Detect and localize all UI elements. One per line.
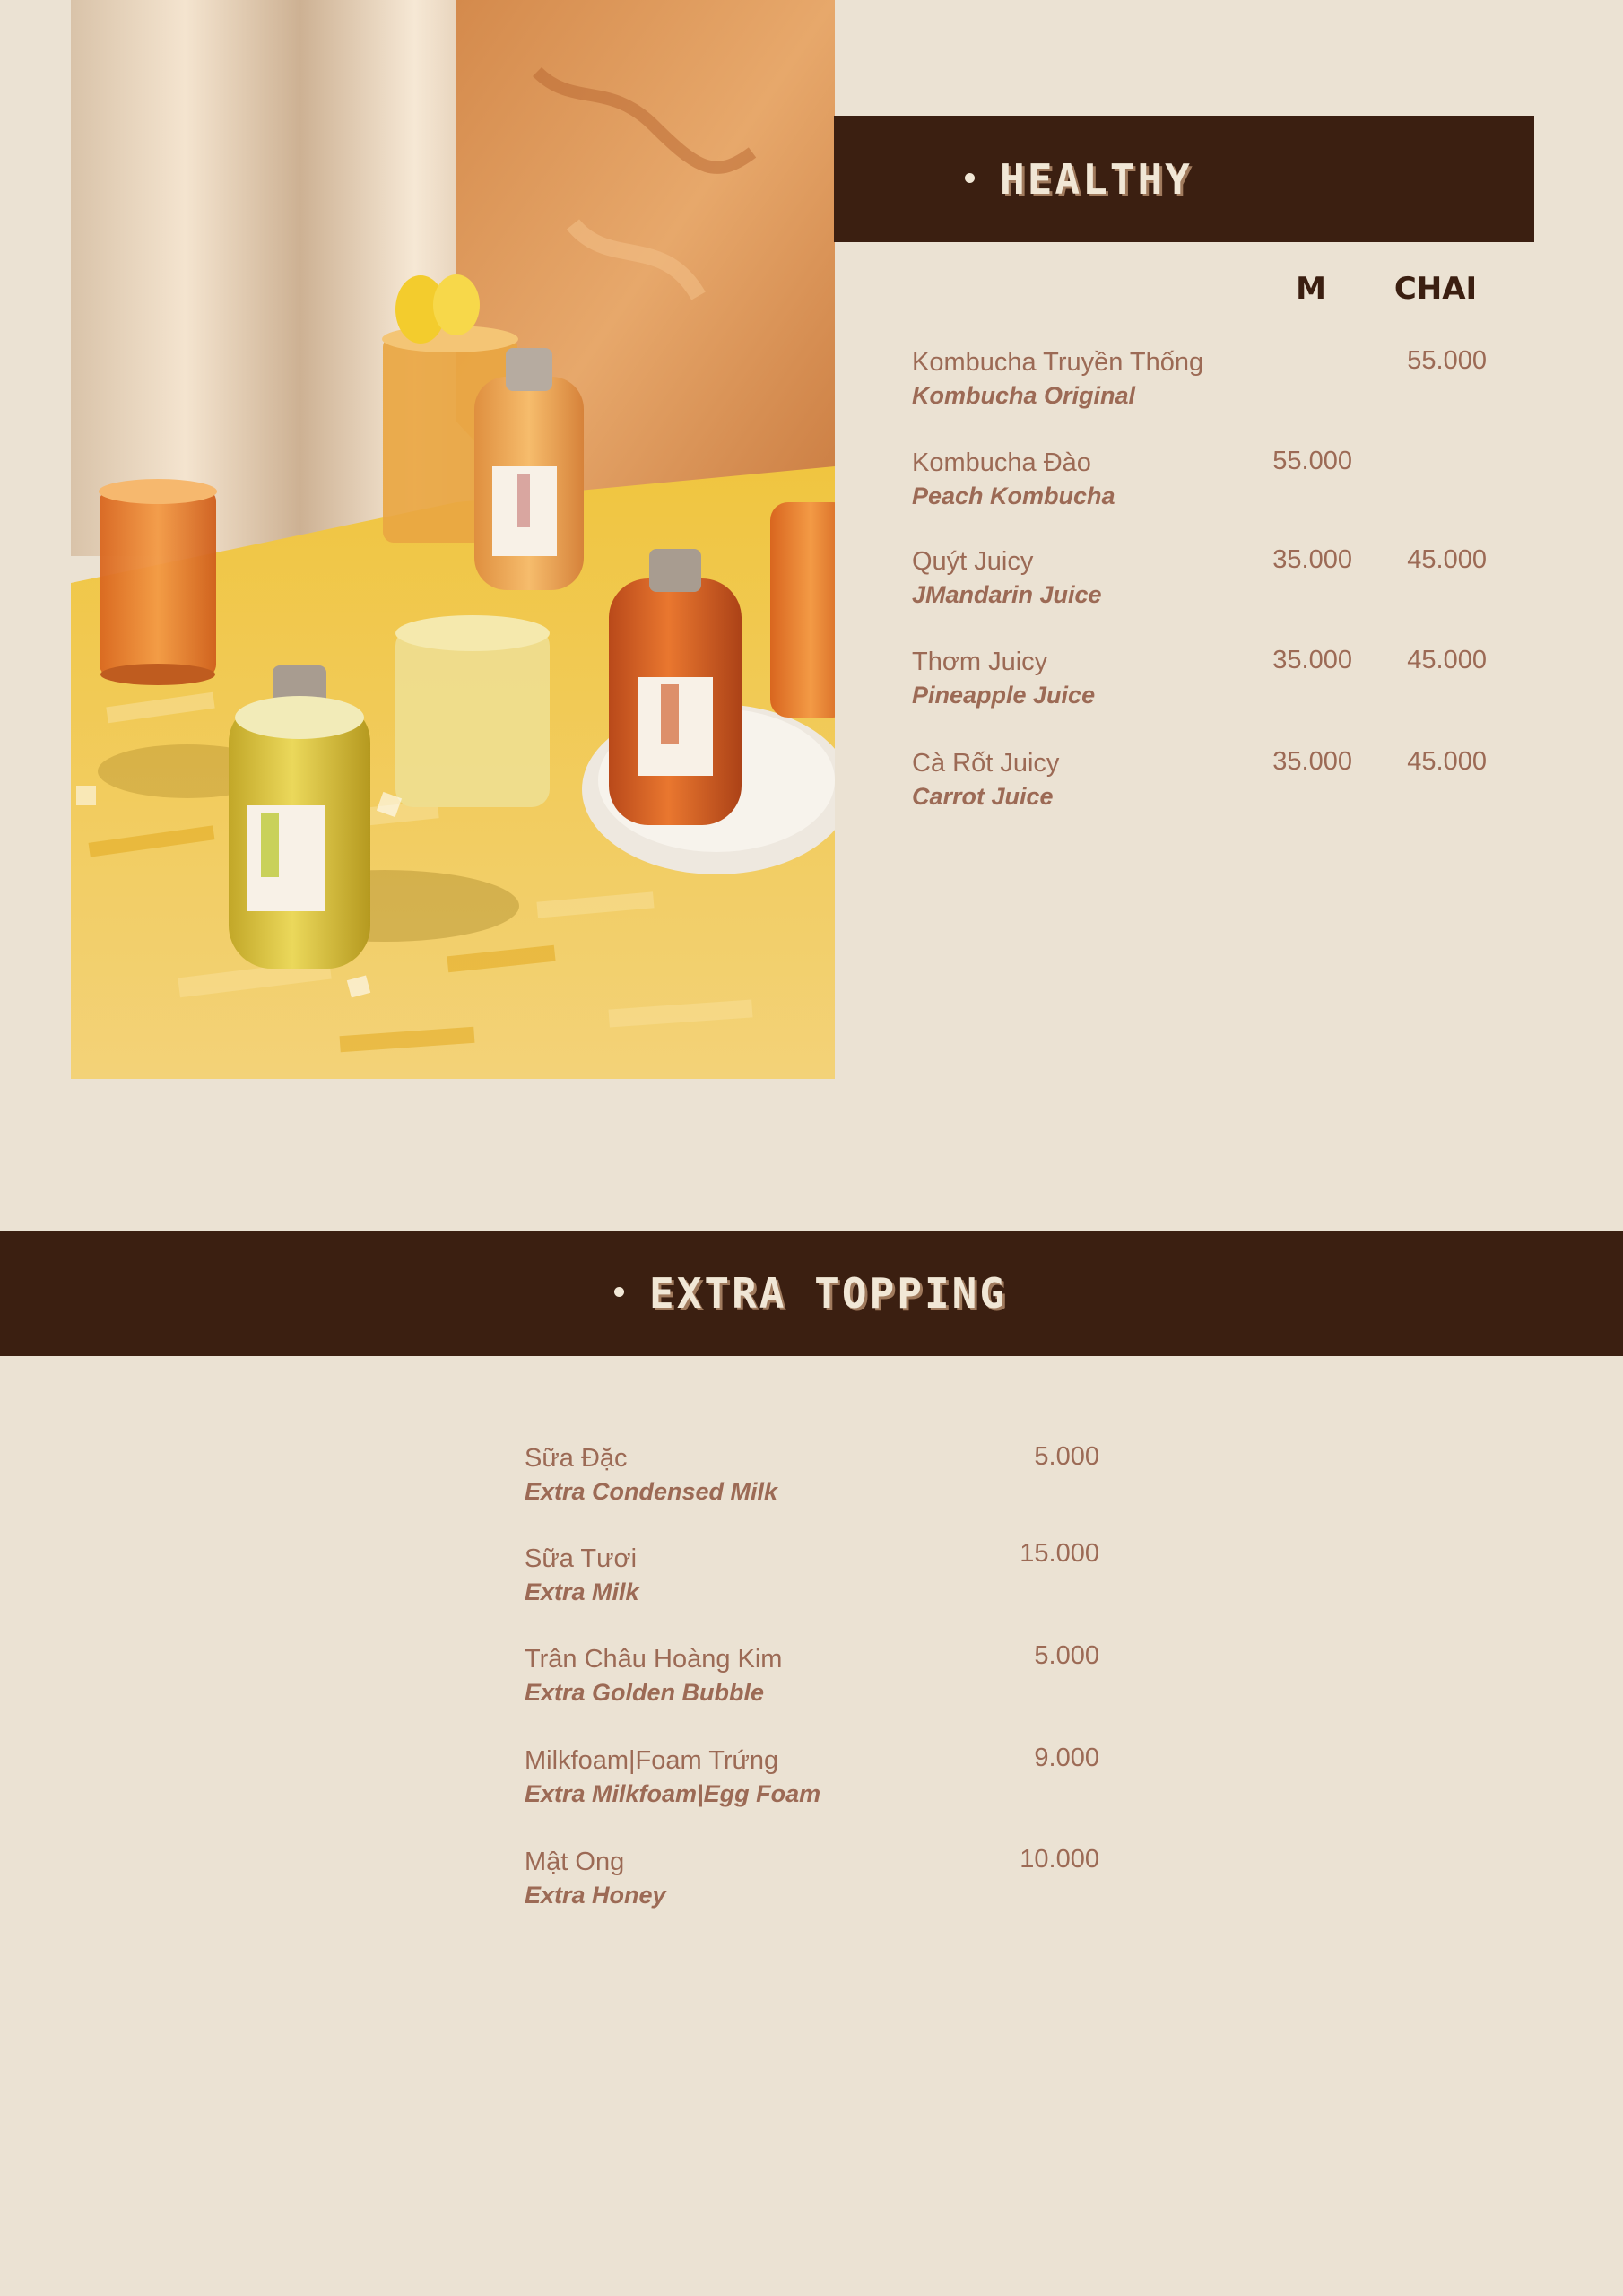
price-m: 35.000: [1272, 747, 1352, 776]
item-name-vn: Sữa Tươi: [525, 1544, 638, 1573]
item-name-en: Extra Milkfoam|Egg Foam: [525, 1780, 821, 1807]
topping-item: [525, 1643, 782, 1709]
price-chai: 55.000: [1407, 346, 1487, 375]
item-name-vn: Kombucha Đào: [912, 448, 1091, 477]
price-m: 35.000: [1272, 545, 1352, 574]
topping-item: [525, 1543, 639, 1609]
price-chai: 45.000: [1407, 747, 1487, 776]
item-name-vn: Mật Ong: [525, 1848, 625, 1876]
item-name-vn: Milkfoam|Foam Trứng: [525, 1746, 779, 1775]
topping-item: [525, 1744, 820, 1811]
item-name-vn: Cà Rốt Juicy: [912, 749, 1060, 778]
menu-photo-drinks: [71, 0, 835, 1079]
topping-item: [525, 1442, 777, 1509]
topping-item: [525, 1846, 666, 1912]
item-name-en: Kombucha Original: [912, 382, 1136, 409]
item-name-en: Extra Condensed Milk: [525, 1478, 778, 1505]
menu-item: [912, 346, 1203, 413]
bullet-icon: [965, 173, 975, 183]
menu-item: [912, 646, 1095, 712]
item-name-en: Carrot Juice: [912, 783, 1054, 810]
price-m: 35.000: [1272, 646, 1352, 674]
item-name-en: Peach Kombucha: [912, 483, 1115, 509]
topping-section-title: EXTRA TOPPING: [614, 1269, 1007, 1318]
topping-price: 10.000: [1020, 1845, 1099, 1874]
menu-item: [912, 747, 1059, 813]
menu-item: [912, 447, 1115, 513]
topping-price: 15.000: [1020, 1539, 1099, 1568]
item-name-vn: Sữa Đặc: [525, 1444, 628, 1473]
item-name-vn: Trân Châu Hoàng Kim: [525, 1645, 783, 1674]
menu-item: [912, 545, 1102, 612]
column-header-chai: CHAI: [1393, 271, 1478, 307]
topping-price: 5.000: [1034, 1442, 1099, 1471]
item-name-vn: Kombucha Truyền Thống: [912, 348, 1204, 377]
item-name-en: Extra Golden Bubble: [525, 1679, 765, 1706]
price-m: 55.000: [1272, 447, 1352, 475]
topping-section-banner: [0, 1231, 1623, 1356]
item-name-vn: Thơm Juicy: [912, 648, 1048, 676]
item-name-vn: Quýt Juicy: [912, 547, 1034, 576]
bullet-icon: [614, 1287, 624, 1297]
healthy-section-banner: [834, 116, 1534, 242]
item-name-en: Pineapple Juice: [912, 682, 1096, 709]
price-chai: 45.000: [1407, 646, 1487, 674]
item-name-en: Extra Milk: [525, 1578, 639, 1605]
item-name-en: JMandarin Juice: [912, 581, 1102, 608]
topping-price: 5.000: [1034, 1641, 1099, 1670]
column-header-m: M: [1296, 271, 1326, 307]
healthy-section-title: HEALTHY: [965, 155, 1193, 204]
item-name-en: Extra Honey: [525, 1882, 666, 1909]
price-chai: 45.000: [1407, 545, 1487, 574]
topping-price: 9.000: [1034, 1744, 1099, 1772]
